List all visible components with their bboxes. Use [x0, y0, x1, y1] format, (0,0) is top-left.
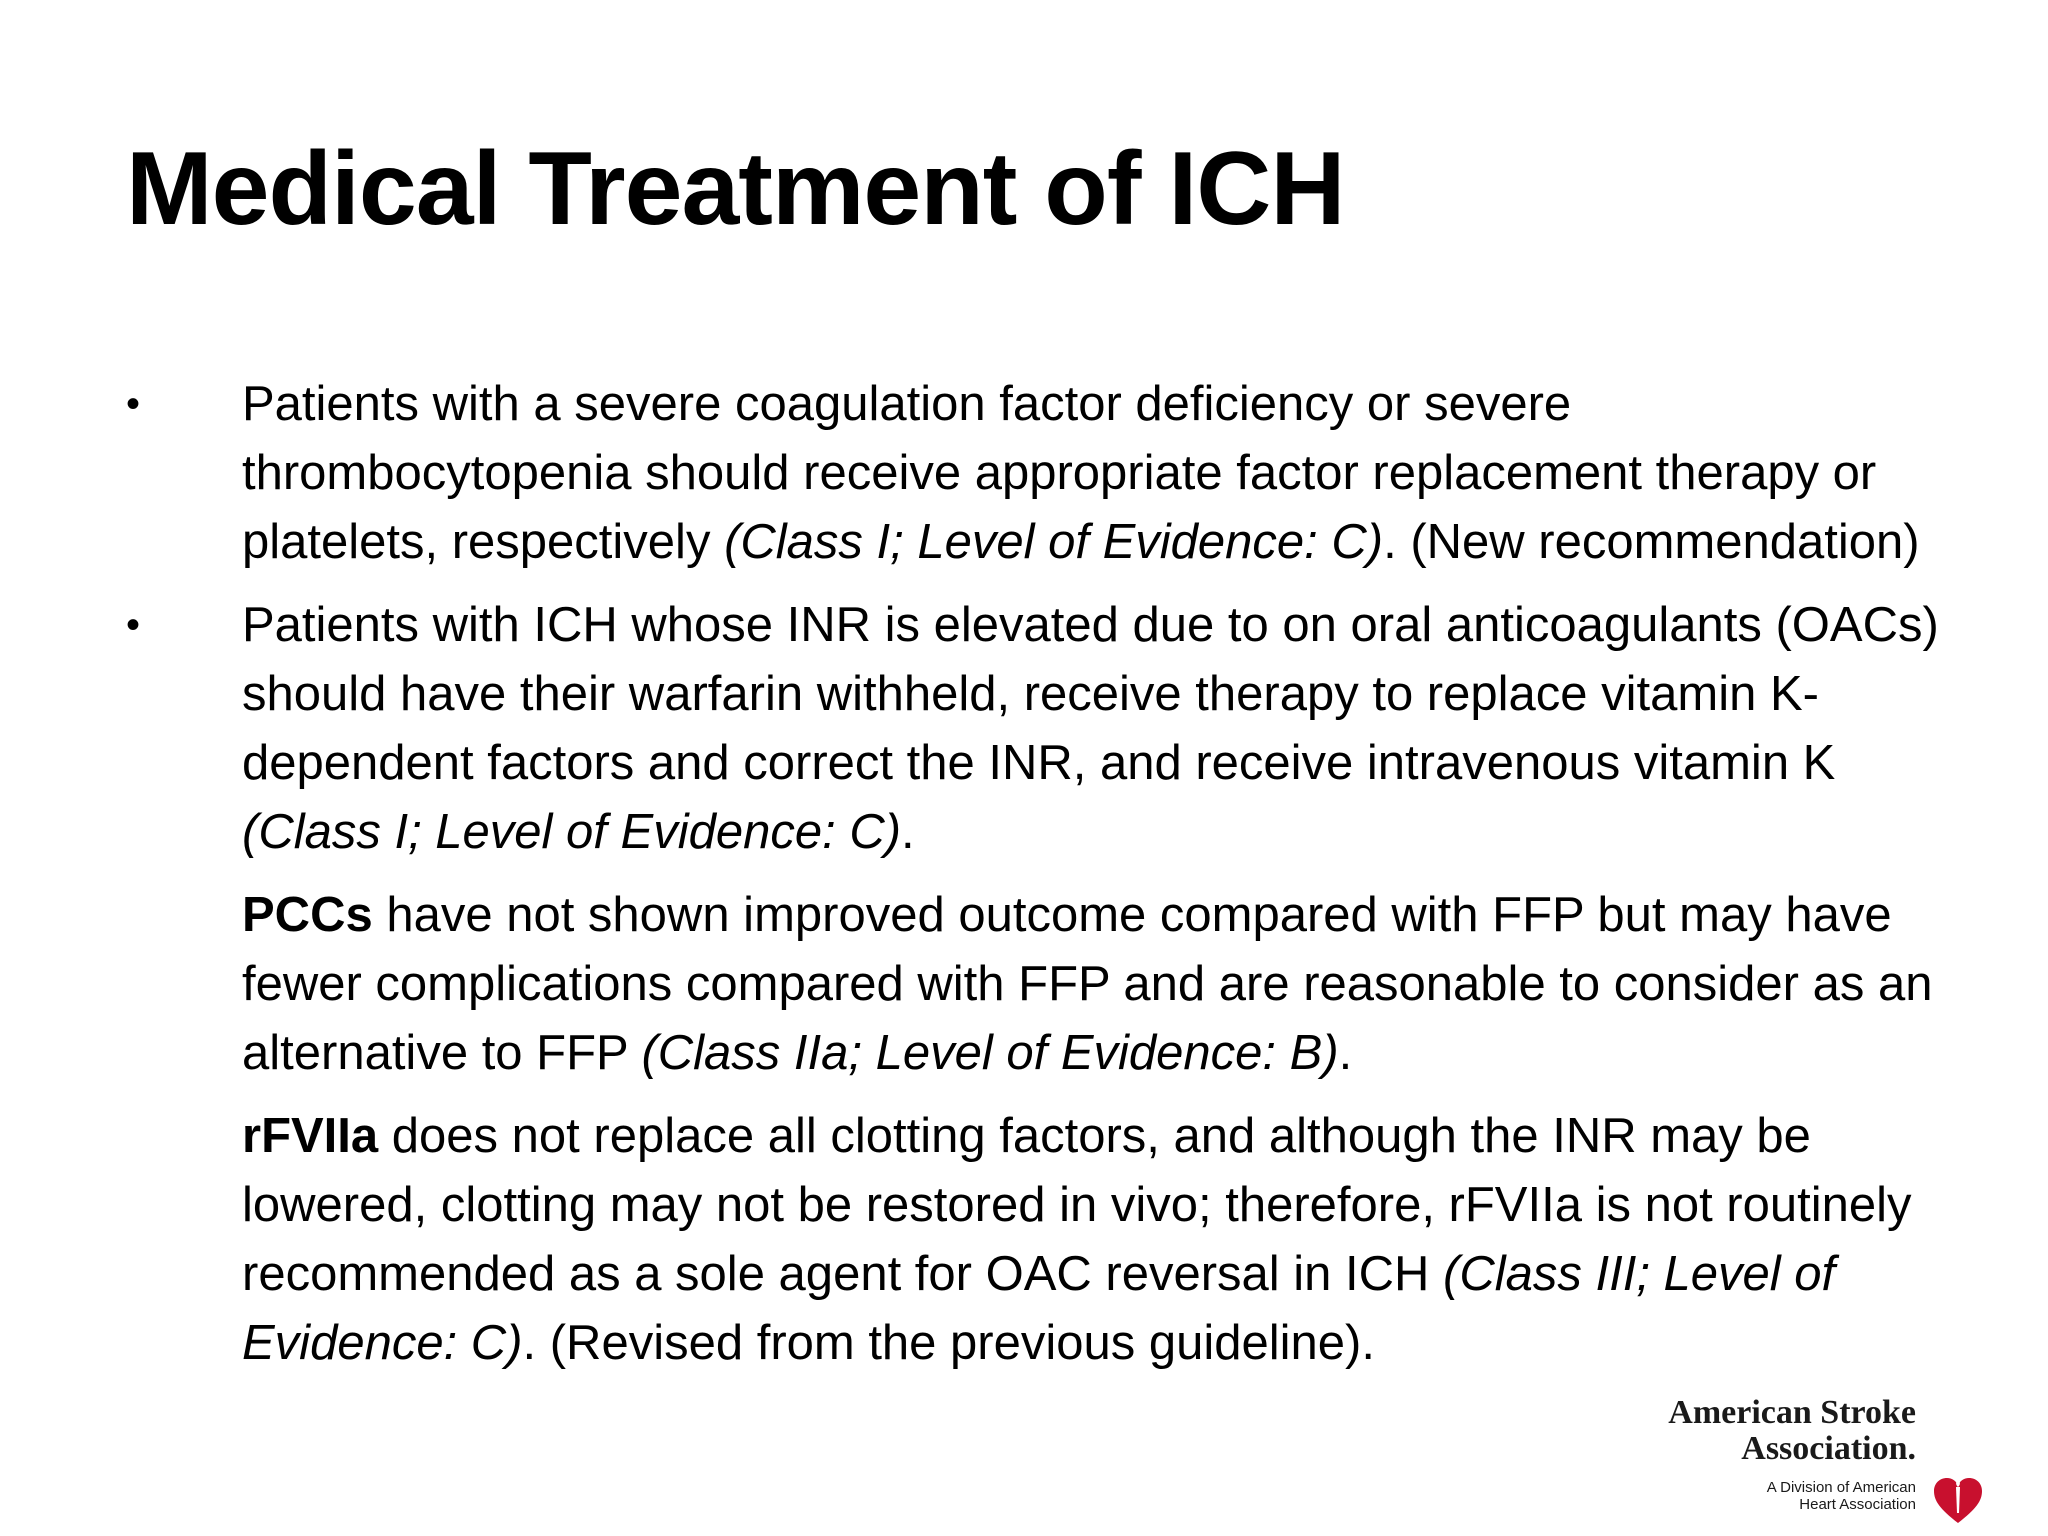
bullet-marker: • — [126, 382, 141, 426]
bullet-tail: . — [901, 805, 915, 859]
evidence-level: (Class I; Level of Evidence: C) — [242, 805, 902, 859]
logo-subtitle — [1767, 1479, 1916, 1513]
heart-torch-icon — [1930, 1473, 1986, 1529]
paragraph-tail: . — [1338, 1026, 1353, 1080]
sub-paragraph-rfviia — [126, 1102, 1946, 1378]
slide-title: Medical Treatment of ICH — [126, 131, 1345, 247]
bullet-item-1 — [126, 370, 1946, 577]
bullet-text: Patients with ICH whose INR is elevated due to on oral anticoagulants (OACs) should have their warfarin withheld, receive therapy to replace vitamin K-dependent factors and correct the INR, and receive intravenous vitamin K — [242, 598, 1939, 790]
logo-subtitle-line-1: A Division of American — [1766, 1479, 1916, 1496]
asa-logo — [1646, 1395, 1986, 1525]
slide-content — [126, 370, 1946, 1392]
logo-line-2: Association. — [1741, 1430, 1916, 1467]
logo-subtitle-line-2: Heart Association — [1799, 1496, 1916, 1513]
term-rfviia: rFVIIa — [242, 1109, 379, 1163]
evidence-level: (Class IIa; Level of Evidence: B) — [641, 1026, 1339, 1080]
evidence-level: (Class I; Level of Evidence: C) — [724, 515, 1384, 569]
bullet-text: Patients with a severe coagulation factor deficiency or severe thrombocytopenia should receive appropriate factor replacement therapy or platelets, respectively — [242, 377, 1877, 569]
term-pcc: PCCs — [242, 888, 373, 942]
logo-line-1: American Stroke — [1668, 1394, 1916, 1431]
evidence-level: (Class III; Level of Evidence: C) — [242, 1247, 1836, 1370]
paragraph-text: have not shown improved outcome compared with FFP but may have fewer complications compared with FFP and are reasonable to consider as an alternative to FFP — [242, 888, 1933, 1080]
sub-paragraph-pcc — [126, 881, 1946, 1088]
paragraph-tail: . (Revised from the previous guideline). — [522, 1316, 1375, 1370]
bullet-marker: • — [126, 603, 141, 647]
bullet-item-2 — [126, 591, 1946, 867]
bullet-tail: . (New recommendation) — [1383, 515, 1920, 569]
paragraph-text: does not replace all clotting factors, and although the INR may be lowered, clotting may not be restored in vivo; therefore, rFVIIa is not routinely recommended as a sole agent for OAC reversal in ICH — [242, 1109, 1912, 1301]
